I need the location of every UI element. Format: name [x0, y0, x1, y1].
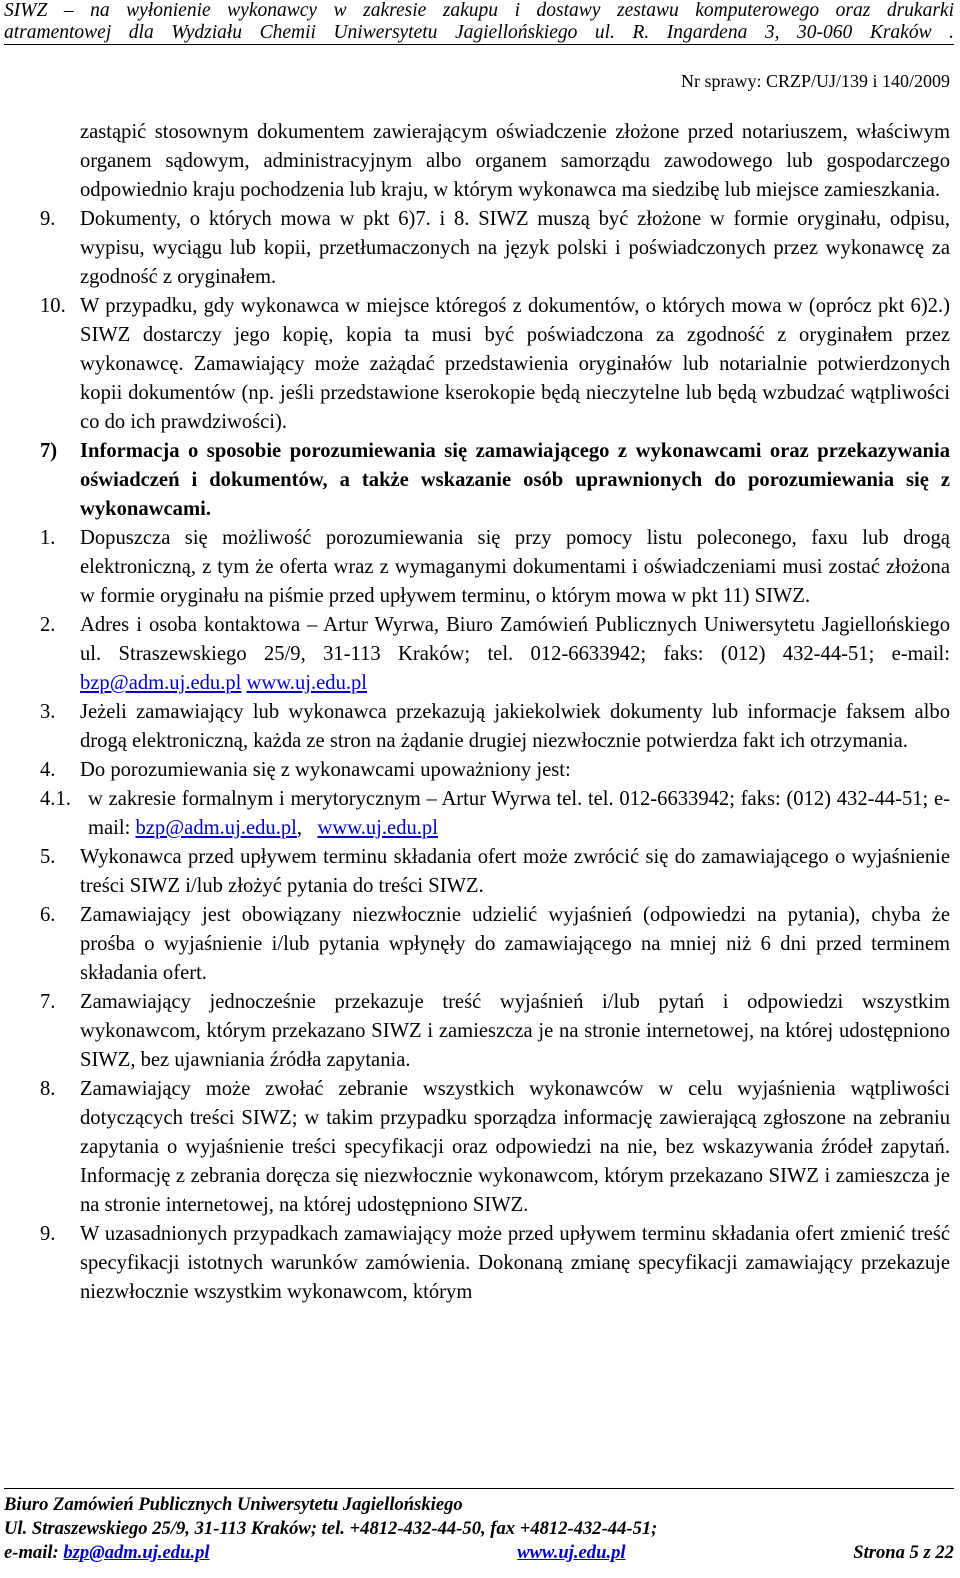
- item-number: 9.: [40, 1223, 56, 1245]
- item-text: Zamawiający może zwołać zebranie wszystkich wykonawców w celu wyjaśnienia wątpliwości dotyczących treści SIWZ; w takim przypadku sporządza informację zawierającą zgłoszone na zebraniu zapytania o wyjaśnienie treści specyfikacji oraz odpowiedzi na nie, bez wskazywania źródeł zapytań. Informację z zebrania doręcza się niezwłocznie wykonawcom, którym przekazano SIWZ i zamieszcza je na stronie internetowej, na której udostępniono SIWZ.: [80, 1078, 950, 1216]
- email-link[interactable]: bzp@adm.uj.edu.pl: [80, 672, 242, 694]
- list-item-4: [40, 756, 950, 785]
- item-number: 5.: [40, 846, 56, 868]
- item-number: 3.: [40, 701, 56, 723]
- footer-website-link[interactable]: www.uj.edu.pl: [517, 1542, 626, 1563]
- list-item-7: [40, 988, 950, 1075]
- item-text: [88, 785, 950, 843]
- item-number: 4.1.: [40, 788, 71, 810]
- section-title: Informacja o sposobie porozumiewania się zamawiającego z wykonawcami oraz przekazywania oświadczeń i dokumentów, a także wskazanie osób uprawnionych do porozumiewania się z wykonawcami.: [80, 440, 950, 520]
- list-item-1: [40, 524, 950, 611]
- footer-email-link[interactable]: bzp@adm.uj.edu.pl: [63, 1542, 210, 1563]
- website-link[interactable]: www.uj.edu.pl: [246, 672, 368, 694]
- item-text: W uzasadnionych przypadkach zamawiający może przed upływem terminu składania ofert zmienić treść specyfikacji istotnych warunków zamówienia. Dokonaną zmianę specyfikacji zamawiający przekazuje niezwłocznie wszystkim wykonawcom, którym: [80, 1223, 950, 1303]
- list-item-8: [40, 1075, 950, 1220]
- email-label: e-mail:: [4, 1542, 64, 1563]
- page-header: [4, 0, 954, 45]
- section-number: 7): [40, 440, 58, 462]
- list-item-10: [40, 292, 950, 437]
- item-text: W przypadku, gdy wykonawca w miejsce któregoś z dokumentów, o których mowa w (oprócz pkt 6)2.) SIWZ dostarczy jego kopię, kopia ta musi być poświadczona za zgodność z oryginałem przez wykonawcę. Zamawiający może zażądać przedstawienia oryginałów lub notarialnie potwierdzonych kopii dokumentów (np. jeśli przedstawione kserokopie będą nieczytelne lub będą wzbudzać wątpliwości co do ich prawdziwości).: [80, 295, 950, 433]
- item-text: Dokumenty, o których mowa w pkt 6)7. i 8. SIWZ muszą być złożone w formie oryginału, odpisu, wypisu, wyciągu lub kopii, przetłumaczonych na język polski i poświadczonych przez wykonawcę za zgodność z oryginałem.: [80, 208, 950, 288]
- contact-address: Adres i osoba kontaktowa – Artur Wyrwa, Biuro Zamówień Publicznych Uniwersytetu Jagiellońskiego ul. Straszewskiego 25/9, 31-113 Kraków; tel. 012-6633942; faks: (012) 432-44-51; e-mail:: [80, 614, 950, 665]
- item-number: 7.: [40, 991, 56, 1013]
- contact-person: w zakresie formalnym i merytorycznym – Artur Wyrwa tel. tel. 012-6633942; faks: (012) 432-44-51; e-mail:: [88, 788, 950, 839]
- continuation-paragraph: zastąpić stosownym dokumentem zawierającym oświadczenie złożone przed notariuszem, właściwym organem sądowym, administracyjnym albo organem samorządu zawodowego lub gospodarczego odpowiednio kraju pochodzenia lub kraju, w którym wykonawca ma siedzibę lub miejsce zamieszkania.: [80, 121, 950, 201]
- list-item-2: [40, 611, 950, 698]
- item-text: Jeżeli zamawiający lub wykonawca przekazują jakiekolwiek dokumenty lub informacje faksem albo drogą elektroniczną, każda ze stron na żądanie drugiej niezwłocznie potwierdza fakt ich otrzymania.: [80, 701, 950, 752]
- item-text: Dopuszcza się możliwość porozumiewania się przy pomocy listu poleconego, faxu lub drogą elektroniczną, z tym że oferta wraz z wymaganymi dokumentami i oświadczeniami musi zostać złożona w formie oryginału na piśmie przed upływem terminu, o którym mowa w pkt 11) SIWZ.: [80, 527, 950, 607]
- item-text: Zamawiający jednocześnie przekazuje treść wyjaśnień i/lub pytań i odpowiedzi wszystkim wykonawcom, którym przekazano SIWZ i zamieszcza je na stronie internetowej, na której udostępniono SIWZ, bez ujawniania źródła zapytania.: [80, 991, 950, 1071]
- list-item-3: [40, 698, 950, 756]
- list-item-4-1: [40, 785, 950, 843]
- email-link[interactable]: bzp@adm.uj.edu.pl: [135, 817, 297, 839]
- header-line-2: atramentowej dla Wydziału Chemii Uniwersytetu Jagiellońskiego ul. R. Ingardena 3, 30-060 Kraków .: [4, 22, 954, 43]
- item-number: 9.: [40, 208, 56, 230]
- list-item-5: [40, 843, 950, 901]
- page-footer: [4, 1488, 954, 1565]
- header-line-1: SIWZ – na wyłonienie wykonawcy w zakresie zakupu i dostawy zestawu komputerowego oraz drukarki: [4, 0, 954, 21]
- item-text: Zamawiający jest obowiązany niezwłocznie udzielić wyjaśnień (odpowiedzi na pytania), chyba że prośba o wyjaśnienie i/lub pytania wpłynęły do zamawiającego na mniej niż 6 dni przed terminem składania ofert.: [80, 904, 950, 984]
- website-link[interactable]: www.uj.edu.pl: [317, 817, 438, 839]
- item-text: Wykonawca przed upływem terminu składania ofert może zwrócić się do zamawiającego o wyjaśnienie treści SIWZ i/lub złożyć pytania do treści SIWZ.: [80, 846, 950, 897]
- item-number: 6.: [40, 904, 56, 926]
- item-number: 10.: [40, 295, 66, 317]
- item-number: 4.: [40, 759, 56, 781]
- case-number: Nr sprawy: CRZP/UJ/139 i 140/2009: [680, 71, 950, 91]
- footer-contact-row: [4, 1541, 954, 1565]
- document-body: [40, 118, 950, 1307]
- separator: ,: [296, 817, 318, 839]
- item-number: 8.: [40, 1078, 56, 1100]
- footer-email: [4, 1541, 210, 1565]
- item-number: 1.: [40, 527, 56, 549]
- item-text: Do porozumiewania się z wykonawcami upoważniony jest:: [80, 759, 571, 781]
- list-item-9b: [40, 1220, 950, 1307]
- list-item-9: [40, 205, 950, 292]
- list-item-6: [40, 901, 950, 988]
- footer-address: Ul. Straszewskiego 25/9, 31-113 Kraków; tel. +4812-432-44-50, fax +4812-432-44-51;: [4, 1518, 658, 1539]
- item-number: 2.: [40, 614, 56, 636]
- section-7-heading: [40, 437, 950, 524]
- item-text: [80, 611, 950, 698]
- page-number: Strona 5 z 22: [853, 1542, 954, 1563]
- footer-office: Biuro Zamówień Publicznych Uniwersytetu Jagiellońskiego: [4, 1494, 463, 1515]
